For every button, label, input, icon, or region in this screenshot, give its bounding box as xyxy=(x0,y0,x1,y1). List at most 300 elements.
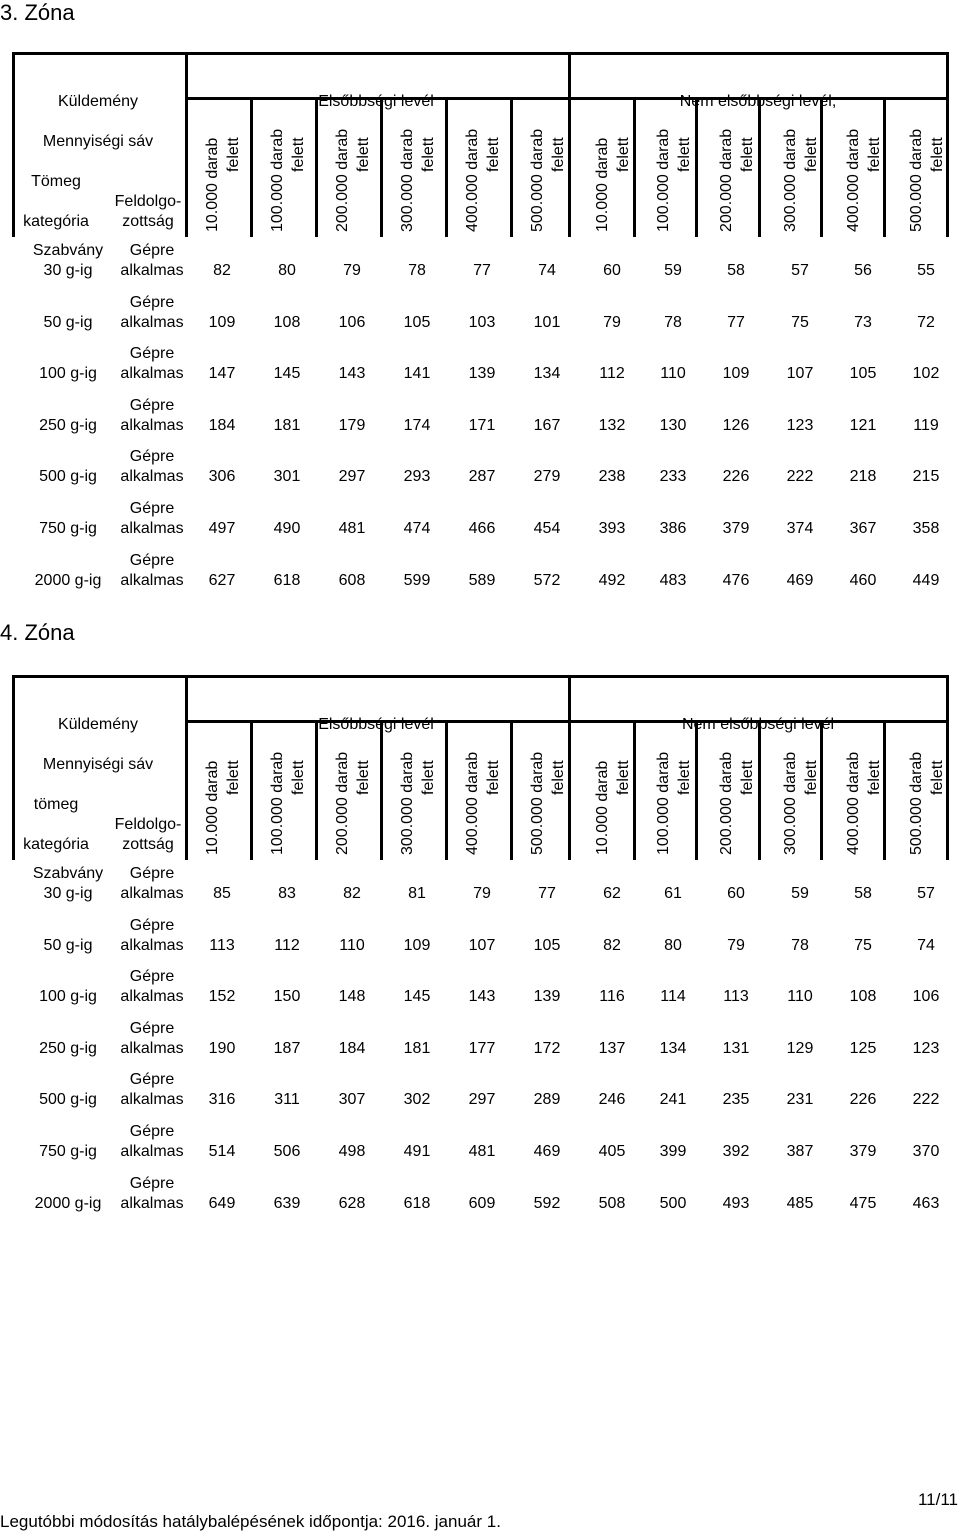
price-cell: 119 xyxy=(913,416,939,434)
column-header-felett: felett xyxy=(420,760,437,795)
price-cell: 82 xyxy=(603,936,621,954)
kategoria-label: kategória xyxy=(23,836,89,853)
price-cell: 177 xyxy=(468,1039,496,1057)
price-cell: 179 xyxy=(338,416,366,434)
weight-category: 30 g-ig xyxy=(43,885,93,902)
footer-text: Legutóbbi módosítás hatálybalépésének időpontja: 2016. január 1. xyxy=(0,1512,501,1531)
price-cell: 492 xyxy=(598,571,626,589)
price-cell: 145 xyxy=(273,365,301,383)
processing-line1: Gépre xyxy=(129,499,175,517)
price-cell: 108 xyxy=(849,988,877,1006)
price-cell: 483 xyxy=(659,571,687,589)
column-header-qty: 200.000 darab xyxy=(718,751,735,855)
price-cell: 493 xyxy=(722,1194,750,1212)
page-number: 11/11 xyxy=(917,1490,958,1509)
price-cell: 113 xyxy=(723,988,749,1006)
header-divider xyxy=(445,720,448,860)
price-cell: 83 xyxy=(278,885,296,902)
price-cell: 105 xyxy=(403,313,431,331)
table-row xyxy=(12,237,949,289)
price-cell: 301 xyxy=(273,468,301,486)
table-row xyxy=(12,495,949,547)
header-divider xyxy=(695,97,698,237)
processing-line2: alkalmas xyxy=(120,1142,184,1160)
column-header-felett: felett xyxy=(929,137,946,172)
column-header-qty: 200.000 darab xyxy=(334,751,351,855)
price-cell: 78 xyxy=(791,936,809,954)
tomeg-label: Tömeg xyxy=(31,173,81,190)
column-header-felett: felett xyxy=(355,760,372,795)
price-cell: 79 xyxy=(603,313,621,331)
price-cell: 466 xyxy=(468,519,496,537)
header-divider xyxy=(315,97,318,237)
price-cell: 231 xyxy=(786,1091,814,1109)
column-header-qty: 10.000 darab xyxy=(594,760,611,855)
processing-line2: alkalmas xyxy=(120,1091,184,1109)
column-header-felett: felett xyxy=(739,137,756,172)
price-cell: 110 xyxy=(660,365,686,383)
price-cell: 474 xyxy=(403,519,431,537)
processing-line1: Gépre xyxy=(129,293,175,311)
price-cell: 109 xyxy=(722,365,750,383)
price-cell: 618 xyxy=(403,1194,431,1212)
price-cell: 57 xyxy=(791,262,809,279)
price-cell: 60 xyxy=(603,262,621,279)
price-cell: 75 xyxy=(791,313,809,331)
price-cell: 109 xyxy=(403,936,431,954)
price-cell: 287 xyxy=(468,468,496,486)
feldolgo-label-2: zottság xyxy=(122,213,174,230)
price-cell: 226 xyxy=(722,468,750,486)
price-cell: 367 xyxy=(849,519,877,537)
price-cell: 152 xyxy=(208,988,236,1006)
price-cell: 379 xyxy=(722,519,750,537)
price-cell: 72 xyxy=(917,313,935,331)
processing-line1: Gépre xyxy=(129,1174,175,1192)
price-cell: 181 xyxy=(273,416,301,434)
price-cell: 463 xyxy=(912,1194,940,1212)
price-cell: 172 xyxy=(533,1039,561,1057)
price-cell: 297 xyxy=(338,468,366,486)
price-cell: 112 xyxy=(274,936,300,954)
table-row xyxy=(12,1066,949,1118)
price-cell: 57 xyxy=(917,885,935,902)
price-cell: 316 xyxy=(208,1091,236,1109)
price-cell: 131 xyxy=(722,1039,750,1057)
price-cell: 79 xyxy=(473,885,491,902)
price-cell: 627 xyxy=(208,571,236,589)
price-cell: 289 xyxy=(533,1091,561,1109)
price-cell: 73 xyxy=(854,313,872,331)
price-cell: 139 xyxy=(468,365,496,383)
price-cell: 77 xyxy=(538,885,556,902)
price-cell: 293 xyxy=(403,468,431,486)
processing-line1: Gépre xyxy=(129,396,175,414)
column-header-qty: 500.000 darab xyxy=(908,751,925,855)
column-header-felett: felett xyxy=(676,760,693,795)
column-header-felett: felett xyxy=(225,760,242,795)
processing-line2: alkalmas xyxy=(120,416,184,434)
price-cell: 297 xyxy=(468,1091,496,1109)
header-divider xyxy=(185,52,188,237)
price-cell: 608 xyxy=(338,571,366,589)
price-cell: 55 xyxy=(917,262,935,279)
price-cell: 148 xyxy=(338,988,366,1006)
header-divider xyxy=(510,97,513,237)
price-cell: 139 xyxy=(533,988,561,1006)
kuldemeny-label: Küldemény xyxy=(57,716,139,733)
price-cell: 226 xyxy=(849,1091,877,1109)
column-header-felett: felett xyxy=(550,760,567,795)
processing-line1: Gépre xyxy=(129,968,175,986)
group-nonpriority-label: Nem elsőbbségi levél, xyxy=(679,93,837,110)
table-row xyxy=(12,963,949,1015)
price-cell: 649 xyxy=(208,1194,236,1212)
processing-line1: Gépre xyxy=(129,865,175,882)
price-cell: 392 xyxy=(722,1142,750,1160)
price-cell: 107 xyxy=(786,365,814,383)
header-divider xyxy=(510,720,513,860)
table-body xyxy=(12,860,949,1221)
price-cell: 215 xyxy=(912,468,940,486)
zone-4-title: 4. Zóna xyxy=(0,620,75,645)
price-cell: 102 xyxy=(912,365,940,383)
column-header-qty: 100.000 darab xyxy=(269,751,286,855)
table-row xyxy=(12,860,949,912)
price-cell: 481 xyxy=(468,1142,496,1160)
header-divider xyxy=(445,97,448,237)
price-cell: 108 xyxy=(273,313,301,331)
price-cell: 61 xyxy=(664,885,682,902)
price-cell: 490 xyxy=(273,519,301,537)
header-divider xyxy=(568,52,571,237)
price-cell: 60 xyxy=(727,885,745,902)
price-cell: 75 xyxy=(854,936,872,954)
processing-line1: Gépre xyxy=(129,1122,175,1140)
column-header-felett: felett xyxy=(615,760,632,795)
price-cell: 387 xyxy=(786,1142,814,1160)
price-cell: 393 xyxy=(598,519,626,537)
price-cell: 379 xyxy=(849,1142,877,1160)
price-cell: 181 xyxy=(403,1039,431,1057)
column-header-felett: felett xyxy=(676,137,693,172)
header-divider xyxy=(250,97,253,237)
price-cell: 639 xyxy=(273,1194,301,1212)
price-cell: 114 xyxy=(660,988,686,1006)
price-cell: 485 xyxy=(786,1194,814,1212)
weight-category: 750 g-ig xyxy=(39,519,97,537)
price-cell: 311 xyxy=(274,1091,300,1109)
price-cell: 399 xyxy=(659,1142,687,1160)
price-cell: 58 xyxy=(854,885,872,902)
column-header-qty: 100.000 darab xyxy=(655,751,672,855)
price-cell: 78 xyxy=(408,262,426,279)
column-header-qty: 300.000 darab xyxy=(399,128,416,232)
price-cell: 572 xyxy=(533,571,561,589)
column-header-qty: 10.000 darab xyxy=(204,760,221,855)
price-cell: 460 xyxy=(849,571,877,589)
price-cell: 134 xyxy=(659,1039,687,1057)
price-cell: 497 xyxy=(208,519,236,537)
group-nonpriority-label: Nem elsőbbségi levél xyxy=(681,716,835,733)
price-cell: 123 xyxy=(786,416,814,434)
processing-line2: alkalmas xyxy=(120,1039,184,1057)
price-cell: 405 xyxy=(598,1142,626,1160)
column-header-qty: 500.000 darab xyxy=(908,128,925,232)
zone-4-table xyxy=(12,675,949,1221)
header-divider xyxy=(568,675,571,860)
table-row xyxy=(12,547,949,599)
price-cell: 80 xyxy=(278,262,296,279)
price-cell: 498 xyxy=(338,1142,366,1160)
column-header-felett: felett xyxy=(929,760,946,795)
price-cell: 599 xyxy=(403,571,431,589)
price-cell: 454 xyxy=(533,519,561,537)
price-cell: 106 xyxy=(912,988,940,1006)
weight-category: 250 g-ig xyxy=(39,416,97,434)
table-row xyxy=(12,392,949,444)
price-cell: 147 xyxy=(208,365,236,383)
group-priority-label: Elsőbbségi levél xyxy=(318,716,434,733)
price-cell: 112 xyxy=(599,365,625,383)
column-header-qty: 100.000 darab xyxy=(655,128,672,232)
kategoria-label: kategória xyxy=(23,213,89,230)
header-divider xyxy=(633,97,636,237)
column-header-felett: felett xyxy=(550,137,567,172)
weight-category-line1: Szabvány xyxy=(32,865,104,882)
price-cell: 129 xyxy=(786,1039,814,1057)
zone-3-title: 3. Zóna xyxy=(0,0,75,25)
table-row xyxy=(12,912,949,964)
price-cell: 79 xyxy=(727,936,745,954)
weight-category-line1: Szabvány xyxy=(32,242,104,259)
column-header-qty: 300.000 darab xyxy=(782,128,799,232)
weight-category: 50 g-ig xyxy=(43,313,93,331)
price-cell: 370 xyxy=(912,1142,940,1160)
price-cell: 126 xyxy=(722,416,750,434)
price-cell: 475 xyxy=(849,1194,877,1212)
table-header xyxy=(12,52,949,237)
price-cell: 628 xyxy=(338,1194,366,1212)
table-row xyxy=(12,289,949,341)
price-cell: 74 xyxy=(917,936,935,954)
column-header-felett: felett xyxy=(615,137,632,172)
tomeg-label: tömeg xyxy=(33,796,79,813)
price-cell: 125 xyxy=(849,1039,877,1057)
weight-category: 500 g-ig xyxy=(39,468,97,486)
price-cell: 134 xyxy=(533,365,561,383)
price-cell: 143 xyxy=(468,988,496,1006)
column-header-qty: 300.000 darab xyxy=(399,751,416,855)
price-cell: 476 xyxy=(722,571,750,589)
kuldemeny-label: Küldemény xyxy=(57,93,139,110)
price-cell: 307 xyxy=(338,1091,366,1109)
column-header-qty: 400.000 darab xyxy=(845,128,862,232)
price-cell: 222 xyxy=(912,1091,940,1109)
processing-line1: Gépre xyxy=(129,242,175,259)
mennyisegi-sav-label: Mennyiségi sáv xyxy=(42,133,154,150)
weight-category: 250 g-ig xyxy=(39,1039,97,1057)
price-cell: 306 xyxy=(208,468,236,486)
price-cell: 246 xyxy=(598,1091,626,1109)
price-cell: 500 xyxy=(659,1194,687,1212)
price-cell: 82 xyxy=(343,885,361,902)
feldolgo-label-2: zottság xyxy=(122,836,174,853)
price-cell: 77 xyxy=(727,313,745,331)
header-divider xyxy=(758,720,761,860)
price-cell: 589 xyxy=(468,571,496,589)
zone-3-table xyxy=(12,52,949,598)
header-rule xyxy=(185,720,949,723)
group-priority-label: Elsőbbségi levél xyxy=(318,93,434,110)
price-cell: 105 xyxy=(533,936,561,954)
price-cell: 77 xyxy=(473,262,491,279)
header-divider xyxy=(380,97,383,237)
weight-category: 500 g-ig xyxy=(39,1091,97,1109)
column-header-qty: 200.000 darab xyxy=(334,128,351,232)
price-cell: 132 xyxy=(598,416,626,434)
processing-line2: alkalmas xyxy=(120,365,184,383)
column-header-qty: 100.000 darab xyxy=(269,128,286,232)
column-header-felett: felett xyxy=(803,760,820,795)
price-cell: 113 xyxy=(209,936,235,954)
processing-line1: Gépre xyxy=(129,1019,175,1037)
price-cell: 121 xyxy=(849,416,877,434)
column-header-qty: 10.000 darab xyxy=(594,137,611,232)
column-header-qty: 300.000 darab xyxy=(782,751,799,855)
column-header-felett: felett xyxy=(866,760,883,795)
price-cell: 110 xyxy=(339,936,365,954)
price-cell: 137 xyxy=(598,1039,626,1057)
price-cell: 184 xyxy=(208,416,236,434)
weight-category: 750 g-ig xyxy=(39,1142,97,1160)
price-cell: 62 xyxy=(603,885,621,902)
header-divider xyxy=(315,720,318,860)
column-header-felett: felett xyxy=(866,137,883,172)
column-header-felett: felett xyxy=(290,137,307,172)
weight-category: 100 g-ig xyxy=(39,988,97,1006)
price-cell: 184 xyxy=(338,1039,366,1057)
price-cell: 233 xyxy=(659,468,687,486)
price-cell: 386 xyxy=(659,519,687,537)
weight-category: 30 g-ig xyxy=(43,262,93,279)
price-cell: 592 xyxy=(533,1194,561,1212)
processing-line1: Gépre xyxy=(129,448,175,466)
weight-category: 100 g-ig xyxy=(39,365,97,383)
table-row xyxy=(12,443,949,495)
processing-line1: Gépre xyxy=(129,345,175,363)
processing-line2: alkalmas xyxy=(120,936,184,954)
processing-line2: alkalmas xyxy=(120,1194,184,1212)
column-header-qty: 200.000 darab xyxy=(718,128,735,232)
price-cell: 218 xyxy=(849,468,877,486)
processing-line2: alkalmas xyxy=(120,313,184,331)
price-cell: 78 xyxy=(664,313,682,331)
header-divider xyxy=(758,97,761,237)
price-cell: 374 xyxy=(786,519,814,537)
feldolgo-label-1: Feldolgo- xyxy=(114,816,182,833)
table-body xyxy=(12,237,949,598)
price-cell: 491 xyxy=(403,1142,431,1160)
processing-line2: alkalmas xyxy=(120,571,184,589)
price-cell: 241 xyxy=(659,1091,687,1109)
price-cell: 167 xyxy=(533,416,561,434)
price-cell: 59 xyxy=(664,262,682,279)
header-divider xyxy=(633,720,636,860)
column-header-qty: 400.000 darab xyxy=(464,751,481,855)
weight-category: 2000 g-ig xyxy=(34,571,102,589)
price-cell: 481 xyxy=(338,519,366,537)
price-cell: 508 xyxy=(598,1194,626,1212)
processing-line2: alkalmas xyxy=(120,519,184,537)
price-cell: 141 xyxy=(403,365,431,383)
column-header-qty: 10.000 darab xyxy=(204,137,221,232)
column-header-qty: 400.000 darab xyxy=(464,128,481,232)
processing-line2: alkalmas xyxy=(120,262,184,279)
price-cell: 506 xyxy=(273,1142,301,1160)
processing-line1: Gépre xyxy=(129,1071,175,1089)
price-cell: 79 xyxy=(343,262,361,279)
price-cell: 101 xyxy=(533,313,561,331)
processing-line2: alkalmas xyxy=(120,468,184,486)
table-row xyxy=(12,1170,949,1222)
header-divider xyxy=(250,720,253,860)
price-cell: 85 xyxy=(213,885,231,902)
column-header-felett: felett xyxy=(803,137,820,172)
price-cell: 235 xyxy=(722,1091,750,1109)
price-cell: 106 xyxy=(338,313,366,331)
price-cell: 145 xyxy=(403,988,431,1006)
price-cell: 143 xyxy=(338,365,366,383)
header-divider xyxy=(185,675,188,860)
column-header-felett: felett xyxy=(225,137,242,172)
price-cell: 107 xyxy=(468,936,496,954)
price-cell: 238 xyxy=(598,468,626,486)
column-header-qty: 500.000 darab xyxy=(529,751,546,855)
price-cell: 171 xyxy=(468,416,496,434)
price-cell: 279 xyxy=(533,468,561,486)
header-divider xyxy=(695,720,698,860)
price-cell: 618 xyxy=(273,571,301,589)
price-cell: 449 xyxy=(912,571,940,589)
table-row xyxy=(12,1015,949,1067)
header-divider xyxy=(380,720,383,860)
column-header-felett: felett xyxy=(485,137,502,172)
price-cell: 514 xyxy=(208,1142,236,1160)
price-cell: 150 xyxy=(273,988,301,1006)
price-cell: 358 xyxy=(912,519,940,537)
price-cell: 58 xyxy=(727,262,745,279)
column-header-felett: felett xyxy=(420,137,437,172)
weight-category: 50 g-ig xyxy=(43,936,93,954)
price-cell: 187 xyxy=(273,1039,301,1057)
processing-line1: Gépre xyxy=(129,916,175,934)
processing-line2: alkalmas xyxy=(120,988,184,1006)
processing-line2: alkalmas xyxy=(120,885,184,902)
price-cell: 80 xyxy=(664,936,682,954)
table-header xyxy=(12,675,949,860)
price-cell: 190 xyxy=(208,1039,236,1057)
feldolgo-label-1: Feldolgo- xyxy=(114,193,182,210)
column-header-felett: felett xyxy=(485,760,502,795)
price-cell: 116 xyxy=(599,988,625,1006)
column-header-qty: 400.000 darab xyxy=(845,751,862,855)
weight-category: 2000 g-ig xyxy=(34,1194,102,1212)
column-header-felett: felett xyxy=(290,760,307,795)
column-header-qty: 500.000 darab xyxy=(529,128,546,232)
processing-line1: Gépre xyxy=(129,551,175,569)
table-row xyxy=(12,340,949,392)
